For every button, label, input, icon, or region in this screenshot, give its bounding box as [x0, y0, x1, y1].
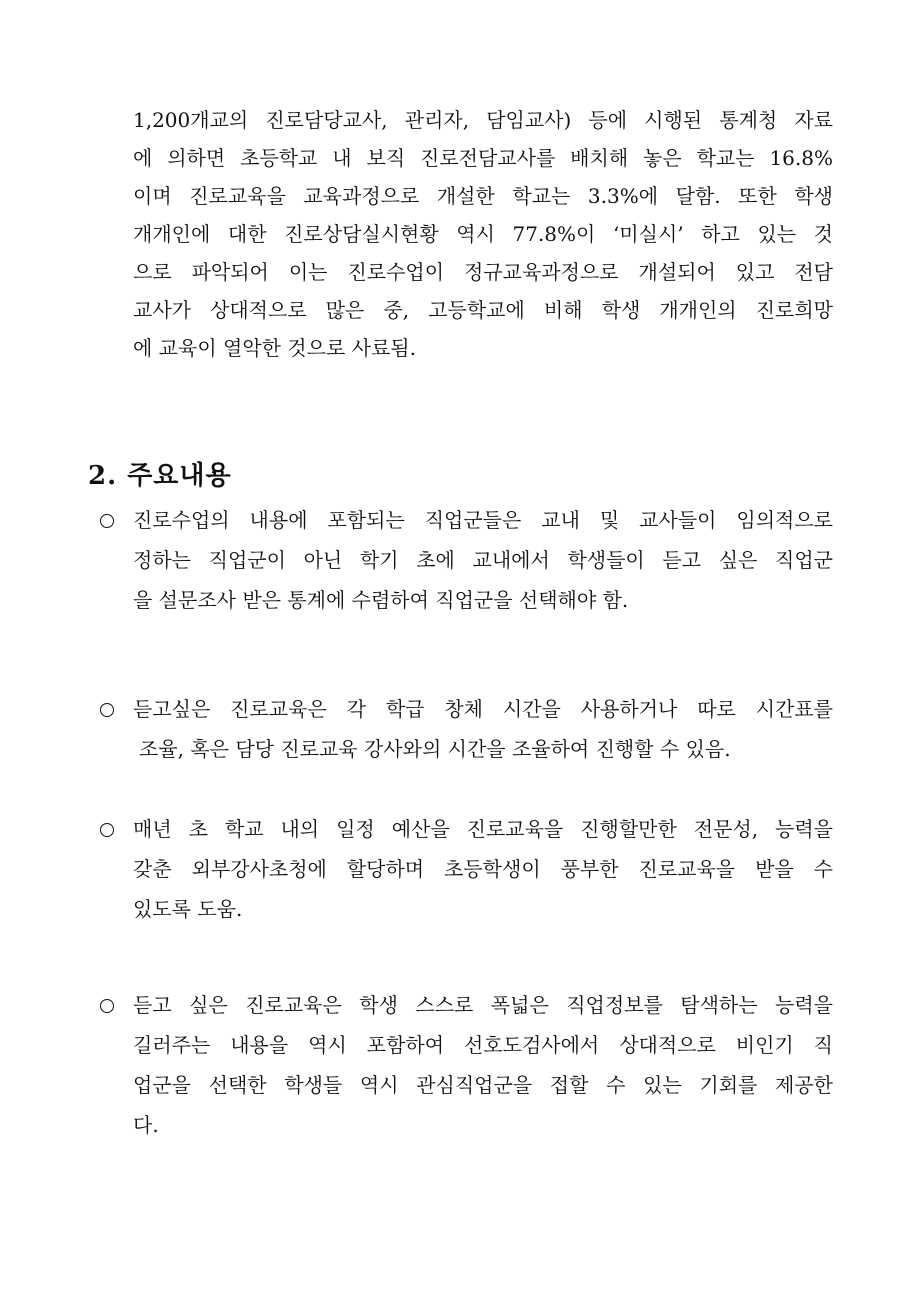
text-line: 있도록 도움. — [133, 897, 243, 921]
text-line: 정하는 직업군이 아닌 학기 초에 교내에서 학생들이 듣고 싶은 직업군 — [133, 548, 833, 572]
circle-bullet-icon — [100, 703, 114, 717]
bullet-text — [133, 500, 833, 620]
text-line: 듣고 싶은 진로교육은 학생 스스로 폭넓은 직업정보를 탐색하는 능력을 — [133, 993, 833, 1017]
text-line: 듣고싶은 진로교육은 각 학급 창체 시간을 사용하거나 따로 시간표를 — [133, 697, 833, 721]
text-line: 다. — [133, 1113, 159, 1137]
circle-bullet-icon — [100, 514, 114, 528]
text-line: 교사가 상대적으로 많은 중, 고등학교에 비해 학생 개개인의 진로희망 — [133, 298, 833, 322]
text-line: 1,200개교의 진로담당교사, 관리자, 담임교사) 등에 시행된 통계청 자료 — [133, 108, 833, 132]
text-line: 업군을 선택한 학생들 역시 관심직업군을 접할 수 있는 기회를 제공한 — [133, 1073, 833, 1097]
text-line: 에 의하면 초등학교 내 보직 진로전담교사를 배치해 놓은 학교는 16.8% — [133, 146, 833, 170]
section-heading: 2. 주요내용 — [88, 461, 232, 491]
bullet-text — [133, 809, 833, 929]
bullet-text — [133, 689, 833, 769]
circle-bullet-icon — [100, 999, 114, 1013]
text-line: 조율, 혹은 담당 진로교육 강사와의 시간을 조율하여 진행할 수 있음. — [139, 737, 731, 761]
intro-paragraph — [133, 101, 833, 367]
text-line: 으로 파악되어 이는 진로수업이 정규교육과정으로 개설되어 있고 전담 — [133, 260, 833, 284]
text-line: 개개인에 대한 진로상담실시현황 역시 77.8%이 ‘미실시’ 하고 있는 것 — [133, 222, 833, 246]
text-line: 이며 진로교육을 교육과정으로 개설한 학교는 3.3%에 달함. 또한 학생 — [133, 184, 833, 208]
text-line: 매년 초 학교 내의 일정 예산을 진로교육을 진행할만한 전문성, 능력을 — [133, 817, 833, 841]
text-line: 갖춘 외부강사초청에 할당하며 초등학생이 풍부한 진로교육을 받을 수 — [133, 857, 833, 881]
text-line: 에 교육이 열악한 것으로 사료됨. — [133, 336, 416, 360]
text-line: 진로수업의 내용에 포함되는 직업군들은 교내 및 교사들이 임의적으로 — [133, 508, 833, 532]
text-line: 길러주는 내용을 역시 포함하여 선호도검사에서 상대적으로 비인기 직 — [133, 1033, 833, 1057]
text-line: 을 설문조사 받은 통계에 수렴하여 직업군을 선택해야 함. — [133, 588, 629, 612]
bullet-text — [133, 985, 833, 1145]
circle-bullet-icon — [100, 823, 114, 837]
